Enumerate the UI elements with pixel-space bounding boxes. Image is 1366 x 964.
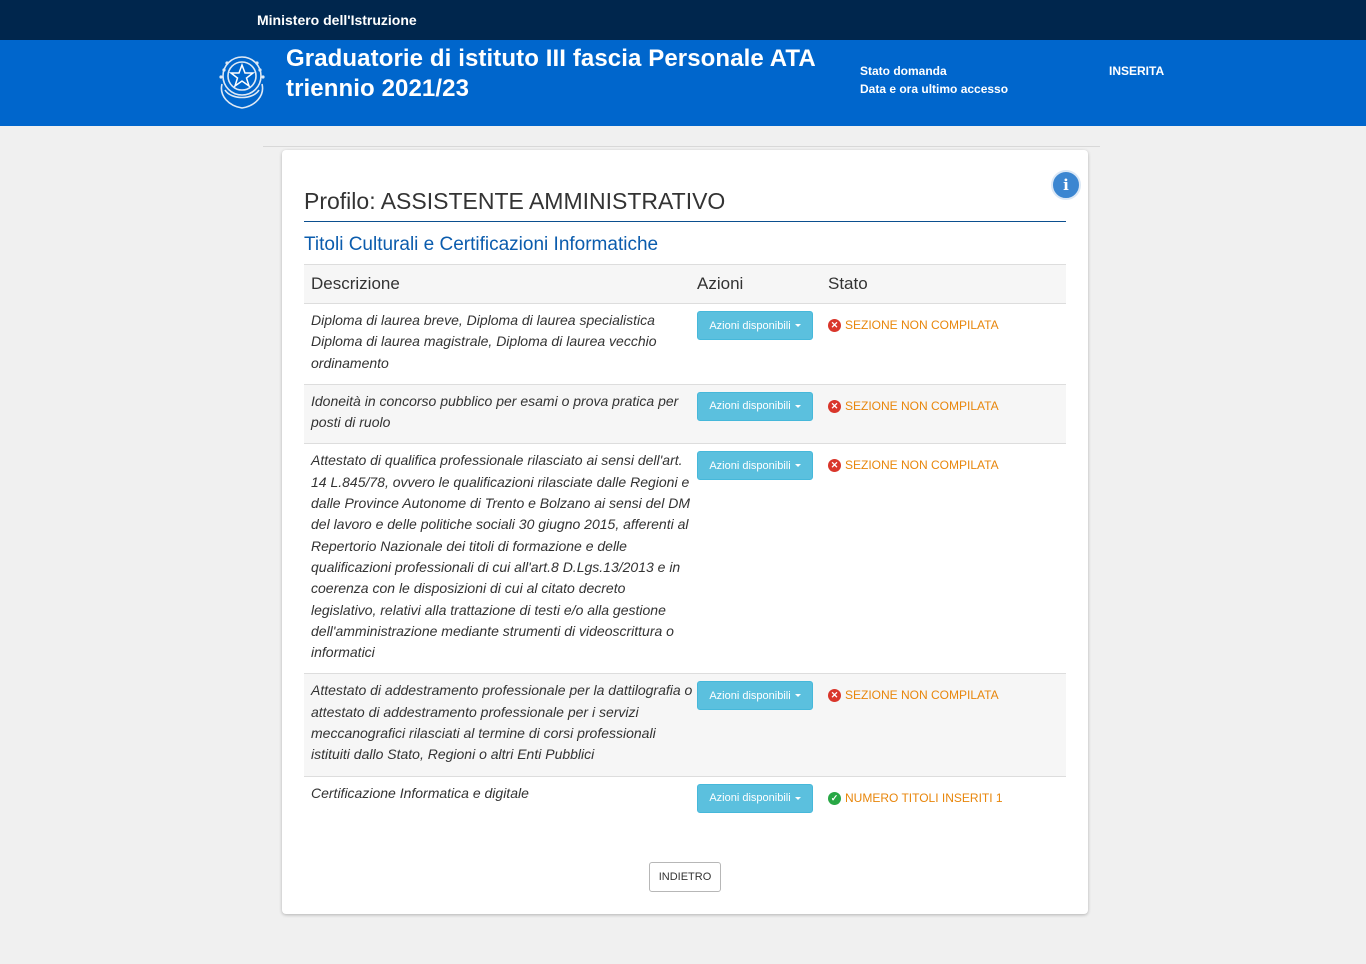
table-row bbox=[304, 443, 1066, 673]
status-text: NUMERO TITOLI INSERITI 1 bbox=[845, 790, 1003, 805]
table-header bbox=[304, 264, 1066, 303]
actions-dropdown-button[interactable] bbox=[697, 451, 813, 480]
actions-dropdown-button[interactable] bbox=[697, 681, 813, 710]
error-icon: ✕ bbox=[828, 400, 841, 413]
row-description: Diploma di laurea breve, Diploma di laurea specialistica Diploma di laurea magistrale, Diploma di laurea vecchio ordinamento bbox=[311, 312, 657, 371]
actions-button-label: Azioni disponibili bbox=[709, 319, 791, 332]
row-description: Attestato di addestramento professionale per la dattilografia o attestato di addestramento professionale per i servizi meccanografici rilasciati al termine di corsi professionali istituiti dallo Stato, Regioni o altri Enti Pubblici bbox=[311, 682, 693, 763]
caret-down-icon bbox=[795, 464, 801, 467]
header-description: Descrizione bbox=[311, 274, 400, 293]
row-description: Idoneità in concorso pubblico per esami o prova pratica per posti di ruolo bbox=[311, 392, 679, 431]
last-access-label: Data e ora ultimo accesso bbox=[860, 82, 1009, 96]
status-labels bbox=[860, 62, 1008, 98]
actions-dropdown-button[interactable] bbox=[697, 392, 813, 421]
table-row bbox=[304, 384, 1066, 444]
row-status bbox=[828, 674, 1066, 775]
actions-button-label: Azioni disponibili bbox=[709, 459, 791, 472]
top-bar bbox=[0, 0, 1366, 40]
republic-emblem-icon bbox=[213, 46, 271, 112]
caret-down-icon bbox=[795, 694, 801, 697]
error-icon: ✕ bbox=[828, 459, 841, 472]
section-title: Titoli Culturali e Certificazioni Informatiche bbox=[304, 234, 659, 255]
caret-down-icon bbox=[795, 797, 801, 800]
ministry-name: Ministero dell'Istruzione bbox=[257, 12, 417, 28]
actions-button-label: Azioni disponibili bbox=[709, 400, 791, 413]
check-icon: ✓ bbox=[828, 792, 841, 805]
status-value: INSERITA bbox=[1109, 64, 1165, 78]
error-icon: ✕ bbox=[828, 319, 841, 332]
app-header bbox=[0, 40, 1366, 126]
page-title bbox=[286, 44, 816, 104]
status-text: SEZIONE NON COMPILATA bbox=[845, 398, 999, 413]
actions-button-label: Azioni disponibili bbox=[709, 689, 791, 702]
row-status bbox=[828, 444, 1066, 673]
error-icon: ✕ bbox=[828, 689, 841, 702]
titles-table bbox=[304, 264, 1066, 814]
table-row bbox=[304, 776, 1066, 814]
table-row bbox=[304, 303, 1066, 384]
header-actions: Azioni bbox=[697, 274, 744, 293]
profile-title: Profilo: ASSISTENTE AMMINISTRATIVO bbox=[304, 188, 1066, 222]
status-label: Stato domanda bbox=[860, 64, 947, 78]
title-line-1: Graduatorie di istituto III fascia Personale ATA bbox=[286, 45, 816, 72]
actions-dropdown-button[interactable] bbox=[697, 784, 813, 813]
row-description: Certificazione Informatica e digitale bbox=[311, 784, 529, 801]
status-text: SEZIONE NON COMPILATA bbox=[845, 688, 999, 703]
status-text: SEZIONE NON COMPILATA bbox=[845, 458, 999, 473]
title-line-2: triennio 2021/23 bbox=[286, 75, 470, 102]
profile-card bbox=[282, 150, 1088, 914]
header-status: Stato bbox=[828, 274, 868, 293]
actions-button-label: Azioni disponibili bbox=[709, 792, 791, 805]
actions-dropdown-button[interactable] bbox=[697, 311, 813, 340]
row-status bbox=[828, 777, 1066, 814]
caret-down-icon bbox=[795, 405, 801, 408]
row-status bbox=[828, 304, 1066, 384]
row-status bbox=[828, 385, 1066, 444]
row-description: Attestato di qualifica professionale rilasciato ai sensi dell'art. 14 L.845/78, ovvero le qualificazioni rilasciate dalle Regioni e dalle Province Autonome di Trento e Bolzano ai sensi del DM del lavoro e delle politiche sociali 30 giugno 2015, afferenti al Repertorio Nazionale dei titoli di formazione e delle qualificazioni professionali di cui all'art.8 D.Lgs.13/2013 e in coerenza con le disposizioni di cui al citato decreto legislativo, relativi alla trattazione di testi e/o alla gestione dell'amministrazione mediante strumenti di videoscrittura o informatici bbox=[311, 452, 690, 661]
table-row bbox=[304, 673, 1066, 775]
status-text: SEZIONE NON COMPILATA bbox=[845, 318, 999, 332]
caret-down-icon bbox=[795, 324, 801, 327]
divider bbox=[263, 146, 1100, 147]
back-button[interactable]: INDIETRO bbox=[649, 862, 721, 892]
info-icon[interactable]: i bbox=[1051, 170, 1081, 200]
